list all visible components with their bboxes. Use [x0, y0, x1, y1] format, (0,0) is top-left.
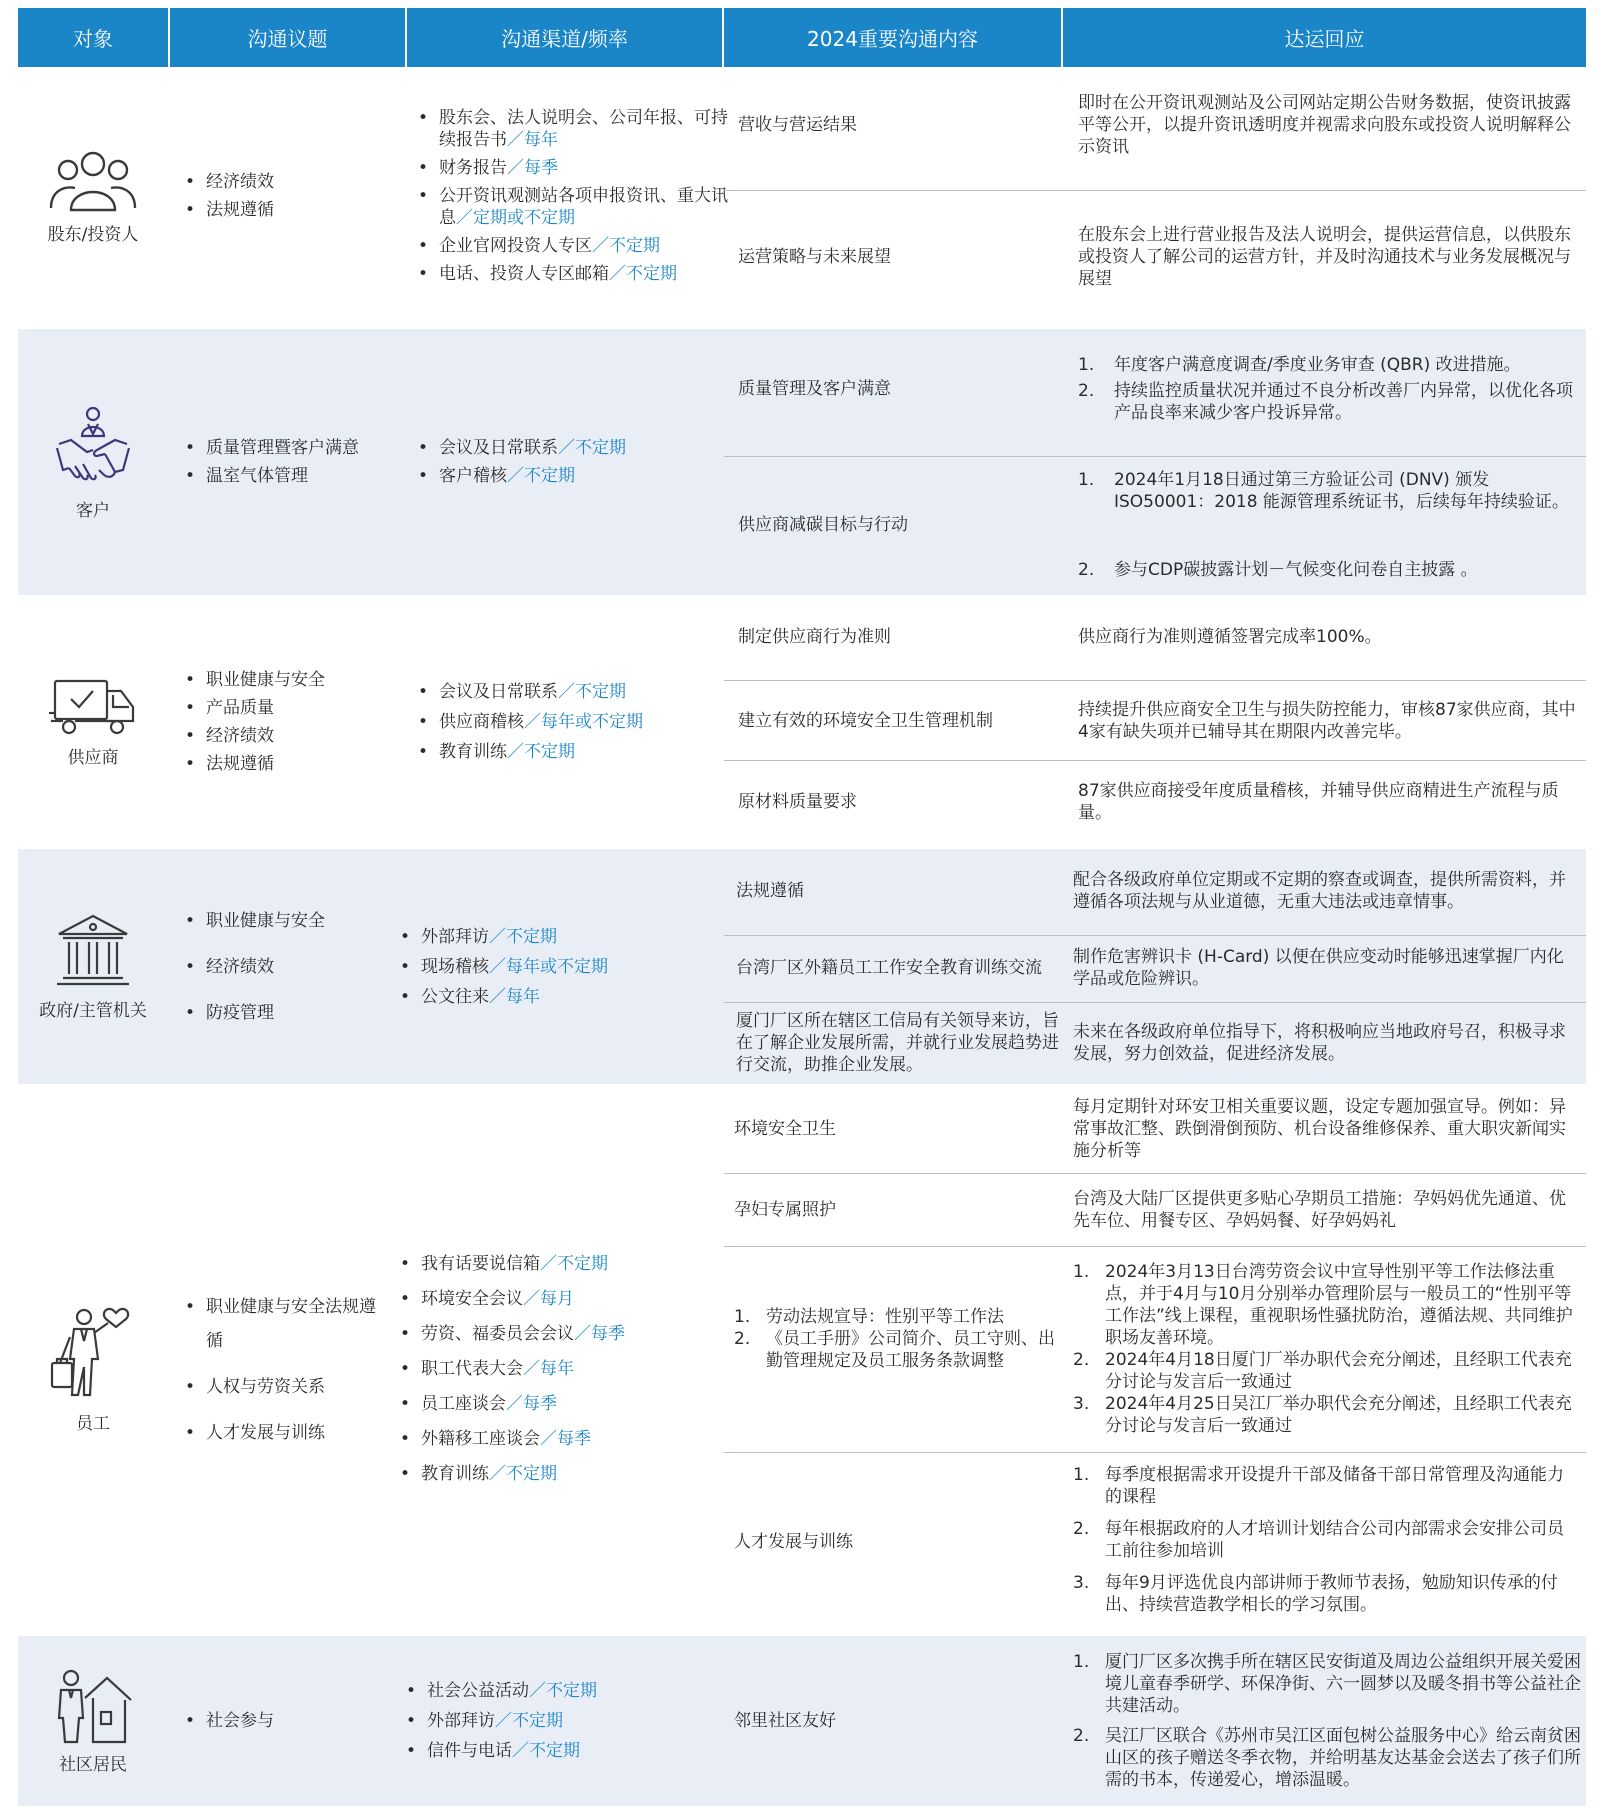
response-cell: 制作危害辨识卡 (H-Card) 以便在供应变动时能够迅速掌握厂内化学品或危险辨识。	[1073, 947, 1564, 989]
channel-item: • 现场稽核／每年或不定期	[395, 956, 608, 978]
channels-cell	[407, 67, 737, 325]
section-community	[18, 1636, 1586, 1806]
content-item: 1. 劳动法规宣导：性别平等工作法	[734, 1307, 1004, 1327]
response-item: 1. 厦门厂区多次携手所在辖区民安街道及周边公益组织开展关爱困境儿童春季研学、环保净街、六一圆梦以及暖冬捐书等公益社企共建活动。	[1073, 1652, 1581, 1716]
channels-cell	[407, 1636, 722, 1806]
response-item: 2. 2024年4月18日厦门厂举办职代会充分阐述，且经职工代表充分讨论与发言后一致通过	[1073, 1350, 1572, 1392]
topic-item: • 职业健康与安全	[180, 669, 325, 691]
topic-item: • 社会参与	[180, 1710, 274, 1732]
channel-item: • 客户稽核／不定期	[413, 465, 626, 487]
channel-item: • 股东会、法人说明会、公司年报、可持续报告书／每年	[413, 107, 737, 151]
header-topics: 沟通议题	[170, 8, 407, 67]
row-divider	[724, 760, 1586, 761]
response-item: 1. 2024年1月18日通过第三方验证公司 (DNV) 颁发ISO50001：2018 能源管理系统证书，后续每年持续验证。	[1078, 470, 1569, 512]
channel-item: • 劳资、福委员会会议／每季	[395, 1323, 625, 1345]
delivery-truck-icon	[49, 677, 137, 737]
channel-item: • 公开资讯观测站各项申报资讯、重大讯息／定期或不定期	[413, 185, 737, 229]
row-divider	[724, 680, 1586, 681]
house-person-icon	[53, 1668, 133, 1744]
channels-cell	[407, 1088, 722, 1632]
channel-item: • 外部拜访／不定期	[395, 926, 608, 948]
response-cell	[1073, 1248, 1583, 1450]
subject-community	[18, 1636, 168, 1806]
response-cell: 87家供应商接受年度质量稽核，并辅导供应商精进生产流程与质量。	[1078, 781, 1559, 823]
response-cell	[1073, 1454, 1578, 1630]
handshake-icon	[53, 404, 133, 490]
content-cell	[734, 1248, 1056, 1450]
topics-cell	[170, 849, 405, 1084]
channel-item: • 财务报告／每季	[413, 157, 737, 179]
content-cell: 运营策略与未来展望	[738, 246, 891, 267]
government-building-icon	[53, 912, 133, 990]
response-cell	[1078, 329, 1578, 449]
topic-item: • 法规遵循	[180, 753, 325, 775]
channel-item: • 公文往来／每年	[395, 986, 608, 1008]
section-customers	[18, 329, 1586, 595]
row-divider	[724, 1173, 1586, 1174]
header-channels: 沟通渠道/频率	[407, 8, 724, 67]
response-cell: 供应商行为准则遵循签署完成率100%。	[1078, 627, 1382, 647]
channels-cell	[407, 599, 722, 845]
row-divider	[724, 456, 1586, 457]
response-item: 2. 每年根据政府的人才培训计划结合公司内部需求会安排公司员工前往参加培训	[1073, 1519, 1564, 1561]
topics-cell	[170, 599, 405, 845]
subject-label: 社区居民	[59, 1754, 127, 1775]
subject-label: 股东/投资人	[47, 224, 139, 245]
content-cell: 邻里社区友好	[734, 1711, 836, 1731]
response-item: 3. 每年9月评选优良内部讲师于教师节表扬，勉励知识传承的付出、持续营造教学相长的学习氛围。	[1073, 1573, 1558, 1615]
response-item: 2. 参与CDP碳披露计划－气候变化问卷自主披露 。	[1078, 560, 1478, 580]
topic-item: • 防疫管理	[180, 1002, 325, 1024]
response-item: 1. 年度客户满意度调查/季度业务审查 (QBR) 改进措施。	[1078, 355, 1521, 375]
topic-item: • 人才发展与训练	[180, 1416, 384, 1450]
content-cell: 厦门厂区所在辖区工信局有关领导来访，旨在了解企业发展所需，并就行业发展趋势进行交流，助推企业发展。	[736, 1011, 1059, 1075]
channel-item: • 我有话要说信箱／不定期	[395, 1253, 625, 1275]
channel-item: • 外籍移工座谈会／每季	[395, 1428, 625, 1450]
content-cell: 环境安全卫生	[734, 1119, 836, 1139]
section-government	[18, 849, 1586, 1084]
row-divider	[724, 1002, 1586, 1003]
topic-item: • 质量管理暨客户满意	[180, 437, 359, 459]
section-employees	[18, 1088, 1586, 1632]
section-shareholders	[18, 67, 1586, 325]
topic-item: • 法规遵循	[180, 199, 274, 221]
channel-item: • 教育训练／不定期	[413, 741, 643, 763]
content-cell: 法规遵循	[736, 880, 804, 901]
topics-cell	[170, 329, 405, 595]
channels-cell	[407, 329, 722, 595]
employee-heart-icon	[48, 1307, 138, 1403]
topic-item: • 职业健康与安全	[180, 910, 325, 932]
content-cell: 营收与营运结果	[738, 114, 857, 135]
content-cell: 原材料质量要求	[738, 792, 857, 812]
topics-cell	[170, 1636, 405, 1806]
response-cell: 台湾及大陆厂区提供更多贴心孕期员工措施：孕妈妈优先通道、优先车位、用餐专区、孕妈妈餐、好孕妈妈礼	[1073, 1189, 1566, 1231]
channels-cell	[407, 849, 722, 1084]
response-item: 1. 2024年3月13日台湾劳资会议中宣导性别平等工作法修法重点，并于4月与10月分别举办管理阶层与一般员工的“性别平等工作法”线上课程，重视职场性骚扰防治，遵循法规、共同维护职场友善环境。	[1073, 1262, 1573, 1348]
channel-item: • 供应商稽核／每年或不定期	[413, 711, 643, 733]
channel-item: • 企业官网投资人专区／不定期	[413, 235, 737, 257]
topic-item: • 职业健康与安全法规遵循	[180, 1290, 384, 1358]
response-item: 2. 吴江厂区联合《苏州市吴江区面包树公益服务中心》给云南贫困山区的孩子赠送冬季衣物，并给明基友达基金会送去了孩子们所需的书本，传递爱心，增添温暖。	[1073, 1726, 1581, 1790]
subject-label: 供应商	[67, 747, 119, 768]
response-cell: 每月定期针对环安卫相关重要议题，设定专题加强宣导。例如：异常事故汇整、跌倒滑倒预防、机台设备维修保养、重大职灾新闻实施分析等	[1073, 1097, 1566, 1161]
response-cell	[1073, 1636, 1583, 1806]
topic-item: • 经济绩效	[180, 956, 325, 978]
topic-item: • 经济绩效	[180, 725, 325, 747]
subject-shareholders	[18, 67, 168, 325]
channel-item: • 外部拜访／不定期	[401, 1710, 597, 1732]
channel-item: • 教育训练／不定期	[395, 1463, 625, 1485]
subject-government	[18, 849, 168, 1084]
content-cell: 建立有效的环境安全卫生管理机制	[738, 711, 993, 731]
row-divider	[724, 1452, 1586, 1453]
subject-label: 政府/主管机关	[39, 1001, 147, 1021]
content-cell: 台湾厂区外籍员工工作安全教育训练交流	[736, 958, 1042, 978]
response-item: 3. 2024年4月25日吴江厂举办职代会充分阐述，且经职工代表充分讨论与发言后一致通过	[1073, 1394, 1572, 1436]
content-cell: 质量管理及客户满意	[738, 379, 891, 399]
response-cell	[1078, 460, 1578, 590]
response-cell: 在股东会上进行营业报告及法人说明会，提供运营信息，以供股东或投资人了解公司的运营方针，并及时沟通技术与业务发展概况与展望	[1078, 224, 1571, 289]
channel-item: • 职工代表大会／每年	[395, 1358, 625, 1380]
topic-item: • 经济绩效	[180, 171, 274, 193]
channel-item: • 会议及日常联系／不定期	[413, 437, 626, 459]
row-divider	[724, 190, 1586, 191]
response-item: 2. 持续监控质量状况并通过不良分析改善厂内异常，以优化各项产品良率来减少客户投诉异常。	[1078, 381, 1573, 423]
topics-cell	[170, 67, 405, 325]
topic-item: • 人权与劳资关系	[180, 1370, 384, 1404]
topics-cell	[170, 1088, 405, 1632]
content-cell: 制定供应商行为准则	[738, 627, 891, 647]
topic-item: • 温室气体管理	[180, 465, 359, 487]
channel-item: • 员工座谈会／每季	[395, 1393, 625, 1415]
response-item: 1. 每季度根据需求开设提升干部及储备干部日常管理及沟通能力的课程	[1073, 1465, 1564, 1507]
subject-suppliers	[18, 599, 168, 845]
header-subject: 对象	[18, 8, 170, 67]
content-cell: 孕妇专属照护	[734, 1200, 836, 1220]
content-cell: 供应商减碳目标与行动	[738, 515, 908, 535]
subject-label: 员工	[76, 1413, 110, 1434]
channel-item: • 会议及日常联系／不定期	[413, 681, 643, 703]
subject-employees	[18, 1088, 168, 1632]
row-divider	[724, 935, 1586, 936]
channel-item: • 信件与电话／不定期	[401, 1740, 597, 1762]
channel-item: • 电话、投资人专区邮箱／不定期	[413, 263, 737, 285]
channel-item: • 社会公益活动／不定期	[401, 1680, 597, 1702]
response-cell: 持续提升供应商安全卫生与损失防控能力，审核87家供应商，其中4家有缺失项并已辅导其在期限内改善完毕。	[1078, 700, 1576, 742]
response-cell: 配合各级政府单位定期或不定期的察查或调查，提供所需资料，并遵循各项法规与从业道德，无重大违法或违章情事。	[1073, 869, 1566, 912]
section-suppliers	[18, 599, 1586, 845]
channel-item: • 环境安全会议／每月	[395, 1288, 625, 1310]
row-divider	[724, 1246, 1586, 1247]
people-group-icon	[47, 148, 139, 214]
topic-item: • 产品质量	[180, 697, 325, 719]
subject-customers	[18, 329, 168, 595]
content-cell: 人才发展与训练	[734, 1532, 853, 1552]
header-content: 2024重要沟通内容	[724, 8, 1063, 67]
response-cell: 即时在公开资讯观测站及公司网站定期公告财务数据，使资讯披露平等公开，以提升资讯透明度并视需求向股东或投资人说明解释公示资讯	[1078, 92, 1571, 157]
content-item: 2. 《员工手册》公司简介、员工守则、出勤管理规定及员工服务条款调整	[734, 1329, 1055, 1371]
response-cell: 未来在各级政府单位指导下，将积极响应当地政府号召，积极寻求发展，努力创效益，促进经济发展。	[1073, 1022, 1566, 1064]
subject-label: 客户	[76, 500, 110, 521]
header-response: 达运回应	[1063, 8, 1586, 67]
